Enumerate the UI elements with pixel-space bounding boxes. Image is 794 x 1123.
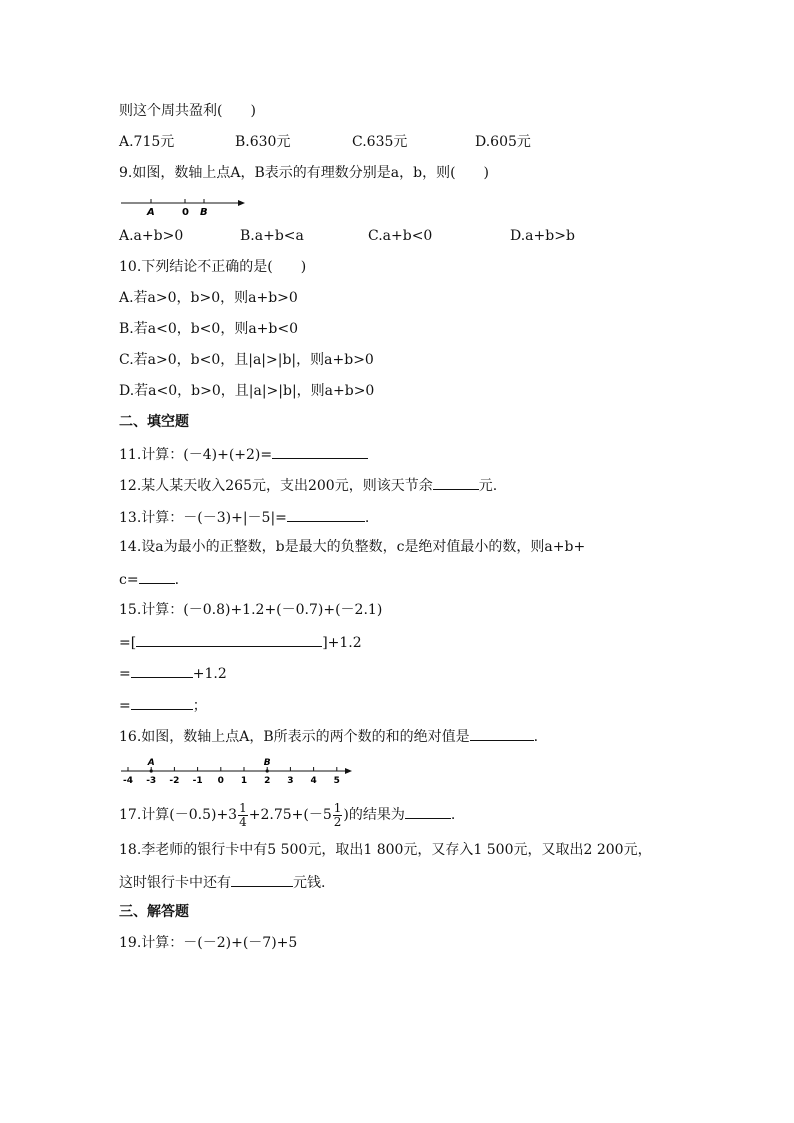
q15-step-blank[interactable] (131, 662, 193, 678)
q10-option-c: C.若a>0，b<0，且|a|>|b|，则a+b>0 (119, 352, 374, 368)
q17-answer-blank[interactable] (405, 803, 451, 819)
q17-fraction-1 (238, 802, 248, 829)
q15-bracket-blank[interactable] (136, 631, 322, 647)
q15-line3 (119, 662, 227, 684)
q9-number-line (119, 194, 249, 216)
q12-answer-blank[interactable] (433, 474, 479, 490)
q15-line4-end: ； (192, 698, 207, 714)
q16-point-a-dot (150, 769, 153, 772)
q9-option-c: C.a+b<0 (368, 228, 433, 244)
q16-number-line (119, 756, 359, 786)
q17-mid: +2.75+(－5 (248, 807, 332, 823)
q14-line1: 14.设a为最小的正整数，b是最大的负整数，c是绝对值最小的数，则a+b+ (119, 539, 586, 555)
q15-line3-start: = (119, 666, 131, 682)
q9-option-d: D.a+b>b (510, 228, 575, 244)
q8-option-a: A.715元 (119, 134, 175, 150)
q11-line (119, 443, 368, 465)
q9-point-a-label: A (147, 207, 155, 216)
q17-end: )的结果为 (343, 807, 405, 823)
q15-line4 (119, 694, 207, 716)
q15-line2 (119, 631, 362, 653)
q16-tail: . (533, 729, 539, 745)
q15-line3-end: +1.2 (192, 666, 227, 682)
q16-line (119, 725, 538, 747)
q9-option-a: A.a+b>0 (119, 228, 184, 244)
q10-stem: 10.下列结论不正确的是( ) (119, 259, 307, 275)
q10-option-b: B.若a<0，b<0，则a+b<0 (119, 321, 298, 337)
q18-text: 这时银行卡中还有 (119, 875, 231, 891)
q16-point-a-label: A (147, 758, 155, 768)
q17-frac2-denominator: 2 (333, 814, 342, 829)
q9-zero-label: 0 (182, 207, 189, 216)
q12-tail: 元. (478, 478, 498, 494)
q16-point-b-label: B (263, 758, 271, 768)
q19-line: 19.计算：－(－2)+(－7)+5 (119, 935, 298, 951)
q10-option-d: D.若a<0，b>0，且|a|>|b|，则a+b>0 (119, 383, 375, 399)
q18-line2 (119, 871, 325, 893)
section-fill-in-heading: 二、填空题 (119, 414, 189, 430)
q16-tick-label: -2 (169, 776, 180, 786)
q18-tail: 元钱. (293, 875, 326, 891)
q11-text: 11.计算：(－4)+(+2)= (119, 447, 273, 463)
q8-option-c: C.635元 (352, 134, 408, 150)
q8-stem: 则这个周共盈利( ) (119, 103, 256, 119)
q17-fraction-2 (333, 802, 343, 829)
q16-tick-label: 3 (287, 776, 294, 786)
q17-tail: . (450, 807, 456, 823)
q9-stem: 9.如图，数轴上点A，B表示的有理数分别是a，b，则( ) (119, 165, 489, 181)
q15-line2-start: =[ (119, 635, 137, 651)
q16-point-b-dot (266, 769, 269, 772)
q9-option-b: B.a+b<a (240, 228, 304, 244)
q10-option-a: A.若a>0，b>0，则a+b>0 (119, 290, 298, 306)
q17-frac2-numerator: 1 (333, 800, 342, 815)
q17-start: 17.计算(－0.5)+3 (119, 807, 238, 823)
q17-line (119, 798, 455, 832)
q15-line1: 15.计算：(－0.8)+1.2+(－0.7)+(－2.1) (119, 602, 383, 618)
section-answer-heading: 三、解答题 (119, 904, 189, 920)
q16-tick-label: 1 (240, 776, 248, 786)
q16-tick-label: 4 (310, 776, 317, 786)
q16-tick-label: -4 (123, 776, 133, 786)
q14-c-label: c= (119, 572, 139, 588)
q16-tick-label: 0 (217, 776, 224, 786)
q8-option-d: D.605元 (475, 134, 531, 150)
q12-line (119, 474, 497, 496)
q11-answer-blank[interactable] (272, 443, 368, 459)
q18-line1: 18.李老师的银行卡中有5 500元，取出1 800元，又存入1 500元，又取出2 200元， (119, 842, 652, 858)
q12-text: 12.某人某天收入265元，支出200元，则该天节余 (119, 478, 433, 494)
q16-tick-label: 5 (333, 776, 340, 786)
q13-line (119, 506, 369, 528)
q17-frac1-numerator: 1 (239, 800, 247, 815)
q15-result-blank[interactable] (131, 694, 193, 710)
q17-frac1-denominator: 4 (239, 814, 247, 829)
q8-option-b: B.630元 (235, 134, 291, 150)
q15-line2-end: ]+1.2 (322, 635, 362, 651)
q13-tail: . (364, 510, 370, 526)
q16-text: 16.如图，数轴上点A，B所表示的两个数的和的绝对值是 (119, 729, 470, 745)
q16-answer-blank[interactable] (470, 725, 534, 741)
q16-tick-label: -3 (146, 776, 157, 786)
q14-line2 (119, 568, 179, 590)
q15-line4-start: = (119, 698, 131, 714)
q14-tail: . (174, 572, 180, 588)
q9-point-b-label: B (200, 207, 208, 216)
q16-tick-label: -1 (192, 776, 203, 786)
q14-answer-blank[interactable] (139, 568, 175, 584)
q18-answer-blank[interactable] (231, 871, 293, 887)
q13-text: 13.计算：－(－3)+|－5|= (119, 510, 287, 526)
q16-tick-label: 2 (264, 776, 271, 786)
q13-answer-blank[interactable] (287, 506, 365, 522)
